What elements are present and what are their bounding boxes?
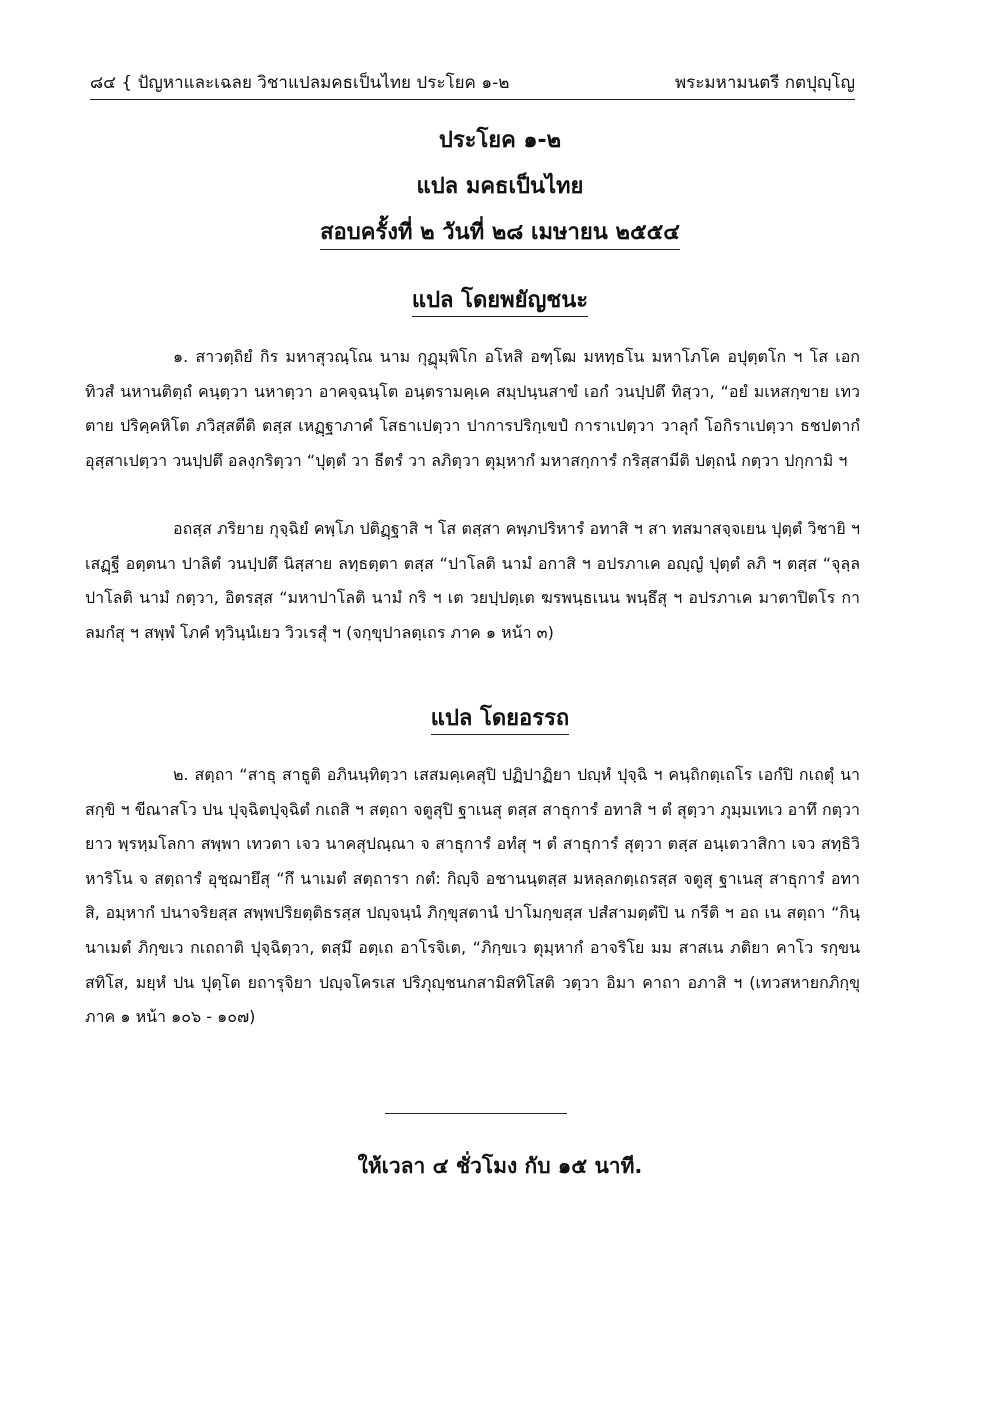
- section-heading-literal-text: แปล โดยพยัญชนะ: [412, 288, 588, 317]
- title-level: ประโยค ๑-๒: [438, 128, 562, 153]
- header-left-text: ๘๔ { ปัญหาและเฉลย วิชาแปลมคธเป็นไทย ประโยค ๑-๒: [90, 73, 510, 93]
- time-allowed: ให้เวลา ๔ ชั่วโมง กับ ๑๕ นาที.: [357, 1154, 643, 1178]
- section-heading-idiomatic-text: แปล โดยอรรถ: [431, 706, 569, 735]
- page-header: [90, 62, 855, 100]
- title-exam-date-text: สอบครั้งที่ ๒ วันที่ ๒๘ เมษายน ๒๕๕๔: [320, 220, 680, 250]
- passage-1: ๑. สาวตฺถิยํ กิร มหาสุวณฺโณ นาม กุฏุมฺพิโก อโหสิ อฑฺโฒ มหทฺธโน มหาโภโค อปุตฺตโก ฯ โส เอกทิวสํ นหานติตฺถํ คนฺตฺวา นหาตฺวา อาคจฺฉนฺโต อนฺตรามคฺเค สมฺปนฺนสาขํ เอกํ วนปฺปตึ ทิสฺวา, “อยํ มเหสกฺขาย เทวตาย ปริคฺคหิโต ภวิสฺสตีติ ตสฺส เหฏฺฐาภาคํ โสธาเปตฺวา ปาการปริกฺเขปํ การาเปตฺวา วาลุกํ โอกิราเปตฺวา ธชปตากํ อุสฺสาเปตฺวา วนปฺปตึ อลงฺกริตฺวา “ปุตฺตํ วา ธีตรํ วา ลภิตฺวา ตุมฺหากํ มหาสกฺการํ กริสฺสามีติ ปตฺถนํ กตฺวา ปกฺกามิ ฯ: [85, 347, 860, 470]
- title-block: [0, 118, 1000, 256]
- divider-line: [385, 1113, 567, 1114]
- title-subject: แปล มคธเป็นไทย: [416, 174, 584, 199]
- passage-3: ๒. สตฺถา “สาธุ สาธูติ อภินนฺทิตฺวา เสสมคฺเคสุปิ ปฏิปาฏิยา ปญฺหํ ปุจฺฉิ ฯ คนฺถิกตฺเถโร เอกํปิ กเถตุํ นาสกฺขิ ฯ ขีณาสโว ปน ปุจฺฉิตปุจฺฉิตํ กเถสิ ฯ สตฺถา จตูสุปิ ฐาเนสุ ตสฺส สาธุการํ อทาสิ ฯ ตํ สุตฺวา ภุมฺมเทเว อาทึ กตฺวา ยาว พฺรหฺมโลกา สพฺพา เทวตา เจว นาคสุปณฺณา จ สาธุการํ อทํสุ ฯ ตํ สาธุการํ สุตฺวา ตสฺส อนฺเตวาสิกา เจว สทฺธิวิหาริโน จ สตฺถารํ อุชฺฌายึสุ “กึ นาเมตํ สตฺถารา กตํ: กิญฺจิ อชานนฺตสฺส มหลฺลกตฺเถรสฺส จตูสุ ฐาเนสุ สาธุการํ อทาสิ, อมฺหากํ ปนาจริยสฺส สพฺพปริยตฺติธรสฺส ปญฺจนฺนํ ภิกฺขุสตานํ ปาโมกฺขสฺส ปสํสามตฺตํปิ น กรีติ ฯ อถ เน สตฺถา “กินฺนาเมตํ ภิกฺขเว กเถถาติ ปุจฺฉิตฺวา, ตสฺมึ อตฺเถ อาโรจิเต, “ภิกฺขเว ตุมฺหากํ อาจริโย มม สาสเน ภติยา คาโว รกฺขนสทิโส, มยฺหํ ปน ปุตฺโต ยถารุจิยา ปญฺจโครเส ปริภุญฺชนกสามิสทิโสติ วตฺวา อิมา คาถา อภาสิ ฯ (เทวสหายกภิกฺขุ ภาค ๑ หน้า ๑๐๖ - ๑๐๗): [85, 765, 861, 1027]
- header-author: พระมหามนตรี กตปุญฺโญ: [674, 73, 855, 93]
- section-heading-idiomatic: [0, 700, 1000, 735]
- title-exam-date: [0, 210, 1000, 256]
- passage-2: อถสฺส ภริยาย กุจฺฉิยํ คพฺโภ ปติฏฺฐาสิ ฯ โส ตสฺสา คพฺภปริหารํ อทาสิ ฯ สา ทสมาสจฺจเยน ปุตฺตํ วิชายิ ฯ เสฏฺฐี อตฺตนา ปาลิตํ วนปฺปตึ นิสฺสาย ลทฺธตฺตา ตสฺส “ปาโลติ นามํ อกาสิ ฯ อปรภาเค อญฺญํ ปุตฺตํ ลภิ ฯ ตสฺส “จุลฺลปาโลติ นามํ กตฺวา, อิตรสฺส “มหาปาโลติ นามํ กริ ฯ เต วยปฺปตฺเต ฆรพนฺธเนน พนฺธึสุ ฯ อปรภาเค มาตาปิตโร กาลมกํสุ ฯ สพฺพํ โภคํ ทฺวินฺนํเยว วิวเรสุํ ฯ (จกฺขุปาลตฺเถร ภาค ๑ หน้า ๓): [85, 519, 861, 642]
- section-heading-literal: [0, 282, 1000, 317]
